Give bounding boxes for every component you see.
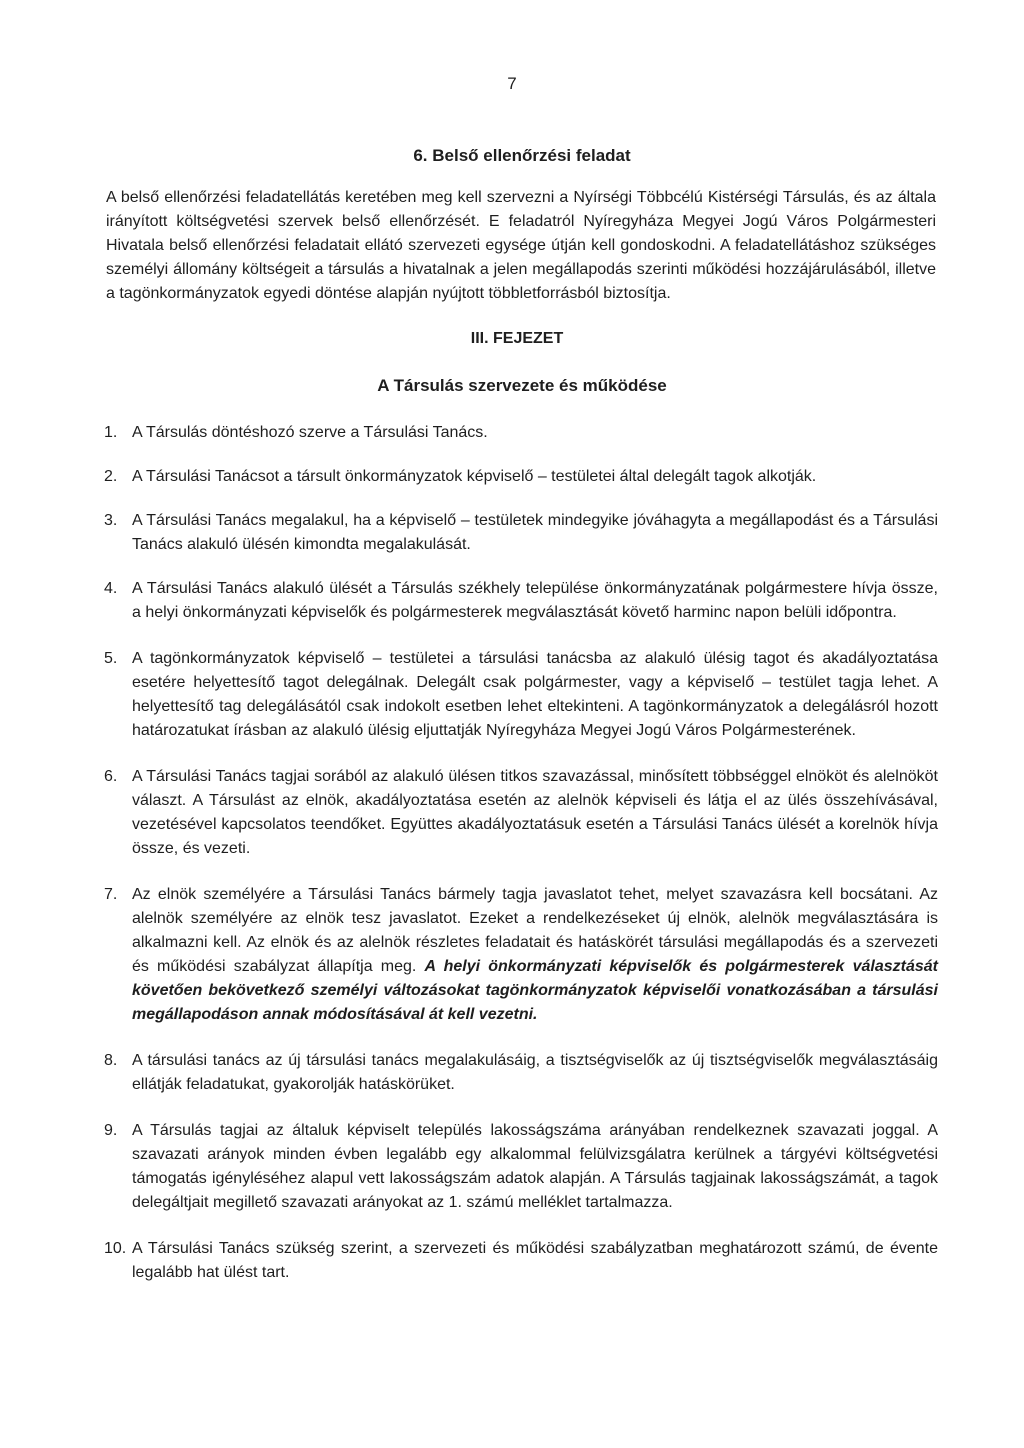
list-item (104, 421, 938, 445)
list-item-number: 1. (104, 424, 118, 441)
list-item-number: 4. (104, 580, 118, 597)
list-item-number: 10. (104, 1240, 127, 1257)
list-item (104, 883, 938, 1027)
list-item-text: A Társulási Tanácsot a társult önkormányzatok képviselő – testületei által delegált tagok alkotják. (132, 468, 817, 485)
list-item (104, 1119, 938, 1215)
list-item-number: 3. (104, 512, 118, 529)
list-item-text (132, 883, 938, 1027)
list-item-text: A Társulási Tanács tagjai sorából az alakuló ülésen titkos szavazással, minősített többséggel elnököt és alelnököt választ. A Társulást az elnök, akadályoztatása esetén az alelnök képviseli és látja el az ülés összehívásával, vezetésével kapcsolatos teendőket. Együttes akadályoztatásuk esetén a Társulási Tanács ülését a korelnök hívja össze, és vezeti. (132, 768, 938, 857)
list-item (104, 647, 938, 743)
intro-paragraph: A belső ellenőrzési feladatellátás keretében meg kell szervezni a Nyírségi Többcélú Kistérségi Társulás, és az általa irányított költségvetési szervek belső ellenőrzését. E feladatról Nyíregyháza Megyei Jogú Város Polgármesteri Hivatala belső ellenőrzési feladatait ellátó szervezeti egysége útján kell gondoskodni. A feladatellátáshoz szükséges személyi állomány költségeit a társulás a hivatalnak a jelen megállapodás szerinti működési hozzájárulásából, illetve a tagönkormányzatok egyedi döntése alapján nyújtott többletforrásból biztosítja. (106, 189, 936, 302)
list-item-text-emphasis: A helyi önkormányzati képviselők és polgármesterek választását követően bekövetkező személyi változásokat tagönkormányzatok képviselői vonatkozásában a társulási megállapodáson annak módosításával át kell vezetni. (132, 958, 939, 1023)
list-item (104, 509, 938, 557)
list-item (104, 1049, 938, 1097)
list-item-text: A tagönkormányzatok képviselő – testületei a társulási tanácsba az alakuló ülésig tagot és akadályoztatása esetére helyettesítő tagot delegálnak. Delegált csak polgármester, vagy a képviselő – testület tagja lehet. A helyettesítő tag delegálásától csak indokolt esetben lehet eltekinteni. A tagönkormányzatok a delegálásról hozott határozatukat írásban az alakuló ülésig eljuttatják Nyíregyháza Megyei Jogú Város Polgármesterének. (132, 650, 938, 739)
list-item (104, 465, 938, 489)
list-item-text: A Társulási Tanács szükség szerint, a szervezeti és működési szabályzatban meghatározott számú, de évente legalább hat ülést tart. (132, 1240, 938, 1281)
list-item-number: 9. (104, 1122, 118, 1139)
numbered-list (104, 421, 938, 1285)
list-item-text: A Társulási Tanács megalakul, ha a képviselő – testületek mindegyike jóváhagyta a megállapodást és a Társulási Tanács alakuló ülésén kimondta megalakulását. (132, 512, 938, 553)
list-item-number: 6. (104, 768, 118, 785)
list-item-text: A Társulási Tanács alakuló ülését a Társulás székhely települése önkormányzatának polgármestere hívja össze, a helyi önkormányzati képviselők és polgármesterek megválasztását követő harminc napon belüli időpontra. (132, 580, 938, 621)
list-item (104, 1237, 938, 1285)
list-item-number: 8. (104, 1052, 118, 1069)
list-item-text: A Társulás tagjai az általuk képviselt település lakosságszáma arányában rendelkeznek szavazati joggal. A szavazati arányok minden évben legalább egy alkalommal felülvizsgálatra kerülnek a tárgyévi költségvetési támogatás igényléséhez alapul vett lakosságszám adatok alapján. A Társulás tagjainak lakosságszámát, a tagok delegáltjait megillető szavazati arányokat az 1. számú melléklet tartalmazza. (132, 1122, 938, 1211)
chapter-label: III. FEJEZET (470, 330, 564, 347)
list-item (104, 577, 938, 625)
list-item-number: 2. (104, 468, 118, 485)
list-item (104, 765, 938, 861)
list-item-text: A Társulás döntéshozó szerve a Társulási Tanács. (132, 424, 488, 441)
section-heading: 6. Belső ellenőrzési feladat (413, 146, 631, 165)
list-item-number: 5. (104, 650, 118, 667)
list-item-text-regular: Az elnök személyére a Társulási Tanács bármely tagja javaslatot tehet, melyet szavazásra kell bocsátani. Az alelnök személyére az elnök tesz javaslatot. Ezeket a rendelkezéseket új elnök, alelnök megválasztására is alkalmazni kell. Az elnök és az alelnök részletes feladatait és hatáskörét társulási megállapodás és a szervezeti és működési szabályzat állapítja meg. (132, 886, 938, 975)
list-item-text: A társulási tanács az új társulási tanács megalakulásáig, a tisztségviselők az új tisztségviselők megválasztásáig ellátják feladatukat, gyakorolják hatáskörüket. (132, 1052, 938, 1093)
page-number: 7 (507, 74, 517, 93)
chapter-title: A Társulás szervezete és működése (377, 376, 667, 395)
list-item-number: 7. (104, 886, 118, 903)
